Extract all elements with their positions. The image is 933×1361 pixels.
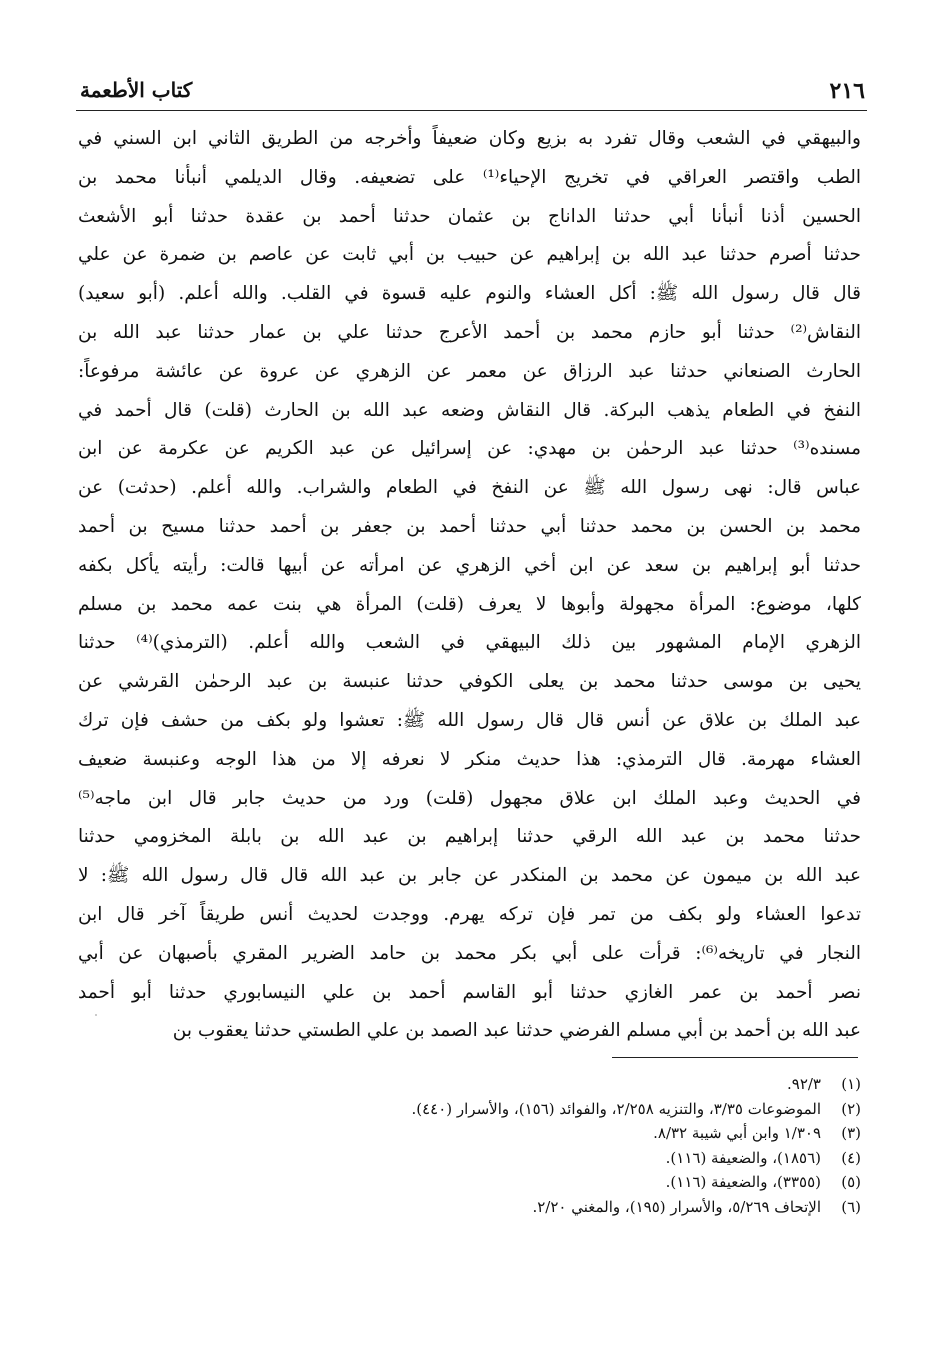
footnote-rule xyxy=(612,1057,858,1058)
text-line: عبد الله بن أحمد بن أبي مسلم الفرضي حدثنا عبد الصمد بن علي الطستي حدثنا يعقوب بن xyxy=(172,1020,861,1042)
footnote-number: (٣) xyxy=(841,1124,861,1143)
text-line: محمد بن الحسن بن محمد حدثنا أبي حدثنا أحمد بن جعفر بن أحمد حدثنا مسيح بن أحمد xyxy=(78,515,861,537)
text-line: عباس قال: نهى رسول الله ﷺ عن النفخ في الطعام والشراب. والله أعلم. (حدثت) عن xyxy=(78,477,861,499)
text-line: قال قال رسول الله ﷺ: أكل العشاء والنوم عليه قسوة في القلب. والله أعلم. (أبو سعيد) xyxy=(78,283,861,305)
text-line: عبد الله بن ميمون عن محمد بن المنكدر عن جابر بن عبد الله قال قال رسول الله ﷺ: لا xyxy=(78,865,861,887)
footnote-item xyxy=(200,1121,861,1146)
text-line: حدثنا محمد بن عبد الله الرقي حدثنا إبراهيم بن عبد الله بن بابلة المخزومي حدثنا xyxy=(78,826,861,848)
footnote-text: (٣٣٥٥)، والضعيفة (١١٦). xyxy=(665,1173,821,1192)
header-rule xyxy=(76,110,867,111)
text-line: عبد الملك بن علاق عن أنس قال قال رسول الله ﷺ: تعشوا ولو بكف من حشف فإن ترك xyxy=(78,709,861,731)
text-line: الطب واقتصر العراقي في تخريج الإحياء⁽¹⁾ على تضعيفه. وقال الديلمي أنبأنا محمد بن xyxy=(78,166,861,188)
footnote-number: (٦) xyxy=(841,1197,861,1216)
text-line: النفخ في الطعام يذهب البركة. قال النقاش وضعه عبد الله بن الحارث (قلت) قال أحمد في xyxy=(78,399,861,421)
footnote-text: (١٨٥٦)، والضعيفة (١١٦). xyxy=(665,1148,821,1167)
footnote-item xyxy=(200,1170,861,1195)
footnote-text: ١/٣٠٩ وابن أبي شيبة ٨/٣٢. xyxy=(653,1124,821,1143)
text-line: كلها، موضوع: المرأة مجهولة وأبوها لا يعرف (قلت) المرأة هي بنت عمه محمد بن مسلم xyxy=(78,593,861,615)
footnote-text: ٩٢/٣. xyxy=(786,1075,821,1093)
text-line: النقاش⁽²⁾ حدثنا أبو حازم محمد بن أحمد الأعرج حدثنا علي بن عمار حدثنا عبد الله بن xyxy=(78,321,861,343)
footnote-item xyxy=(200,1097,861,1122)
page-number: ٢١٦ xyxy=(829,78,865,104)
footnote-item xyxy=(200,1072,861,1097)
text-line: العشاء مهرمة. قال الترمذي: هذا حديث منكر لا نعرفه إلا من هذا الوجه وعنبسة ضعيف xyxy=(78,748,861,770)
footnote-number: (٥) xyxy=(841,1173,861,1192)
footnote-number: (٤) xyxy=(841,1148,861,1167)
footnote-item xyxy=(200,1195,861,1220)
text-line: حدثنا أبو إبراهيم بن سعد عن ابن أخي الزهري عن امرأته عن أبيها قالت: رأيته يأكل بكفه xyxy=(78,554,861,576)
text-line: الزهري الإمام المشهور بين ذلك البيهقي في الشعب والله أعلم. (الترمذي)⁽⁴⁾ حدثنا xyxy=(78,632,861,654)
text-line: حدثنا أصرم حدثنا عبد الله بن إبراهيم عن حبيب بن أبي ثابت عن عاصم بن ضمرة عن علي xyxy=(78,244,861,266)
text-line: تدعوا العشاء ولو بكف من تمر فإن تركه يهرم. ووجدت لحديث أنس طريقاً آخر قال ابن xyxy=(78,903,861,925)
page-header xyxy=(80,78,865,112)
text-line: والبيهقي في الشعب وقال تفرد به بزيع وكان ضعيفاً وأخرجه من الطريق الثاني ابن السني في xyxy=(78,128,861,149)
footnote-number: (٢) xyxy=(841,1099,861,1118)
footnotes xyxy=(200,1072,861,1220)
footnote-text: الإتحاف ٥/٢٦٩، والأسرار (١٩٥)، والمغني ٢/٢٠. xyxy=(532,1197,821,1216)
text-line: مسنده⁽³⁾ حدثنا عبد الرحمٰن بن مهدي: عن إسرائيل عن عبد الكريم عن عكرمة عن ابن xyxy=(78,438,861,460)
text-line: الحسين أذنا أنبأنا أبي حدثنا الداناج بن عثمان حدثنا أحمد بن عقدة حدثنا أبو الأشعث xyxy=(78,205,861,227)
text-line: في الحديث وعبد الملك ابن علاق مجهول (قلت) ورد من حديث جابر قال ابن ماجه⁽⁵⁾ xyxy=(78,787,861,809)
text-line: يحيى بن موسى حدثنا محمد بن يعلى الكوفي حدثنا عنبسة بن عبد الرحمٰن القرشي عن xyxy=(78,671,861,693)
main-text xyxy=(78,120,861,1051)
book-title: كتاب الأطعمة xyxy=(80,78,193,102)
scan-speck xyxy=(95,1014,97,1016)
text-line: الحارث الصنعاني حدثنا عبد الرزاق عن معمر عن الزهري عن عروة عن عائشة مرفوعاً: xyxy=(78,360,861,382)
text-line: نصر أحمد بن عمر الغازي حدثنا أبو القاسم أحمد بن علي النيسابوري حدثنا أبو أحمد xyxy=(78,981,861,1003)
footnote-number: (١) xyxy=(841,1075,861,1093)
footnote-item xyxy=(200,1146,861,1171)
footnote-text: الموضوعات ٣/٣٥، والتنزيه ٢/٢٥٨، والفوائد (١٥٦)، والأسرار (٤٤٠). xyxy=(411,1099,821,1118)
text-line: النجار في تاريخه⁽⁶⁾: قرأت على أبي بكر محمد بن حامد الضرير المقري بأصبهان عن أبي xyxy=(78,942,861,964)
